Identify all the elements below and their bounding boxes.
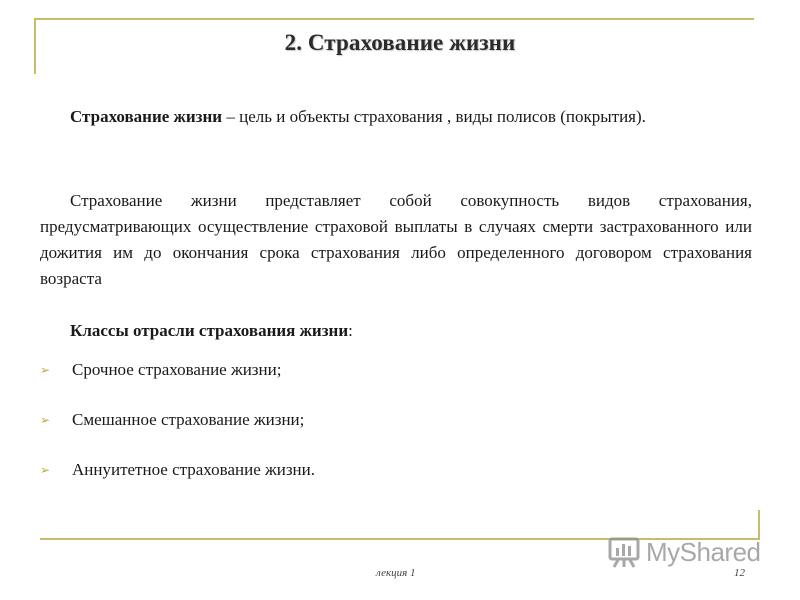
list-item-text: Аннуитетное страхование жизни. [72,460,315,479]
intro-paragraph [40,104,752,130]
footer-lecture: лекция 1 [376,567,416,579]
list-item-text: Смешанное страхование жизни; [72,410,305,429]
list-item [40,357,315,407]
arrow-bullet-icon: ➢ [40,413,51,427]
myshared-logo-text: MyShared [646,536,761,567]
list-item [40,407,315,457]
classes-heading [70,318,353,344]
list-item-text: Срочное страхование жизни; [72,360,282,379]
arrow-bullet-icon: ➢ [40,463,51,477]
classes-heading-label: Классы отрасли страхования жизни [70,321,349,340]
slide-title: 2. Страхование жизни [284,30,516,55]
myshared-watermark [608,532,761,572]
arrow-bullet-icon: ➢ [40,363,51,377]
myshared-logo-icon [608,536,640,568]
intro-rest: – цель и объекты страхования , виды полисов (покрытия). [222,107,646,126]
definition-paragraph: Страхование жизни представляет собой совокупность видов страхования, предусматривающих осуществление страховой выплаты в случаях смерти застрахованного или дожития им до окончания срока страхования либо определенного договором страхования возраста [40,191,752,288]
footer-page-number: 12 [734,567,745,579]
classes-heading-colon: : [348,321,353,340]
classes-list [40,357,315,507]
intro-term: Страхование жизни [70,107,223,126]
frame-top-line [34,18,754,20]
list-item [40,457,315,507]
